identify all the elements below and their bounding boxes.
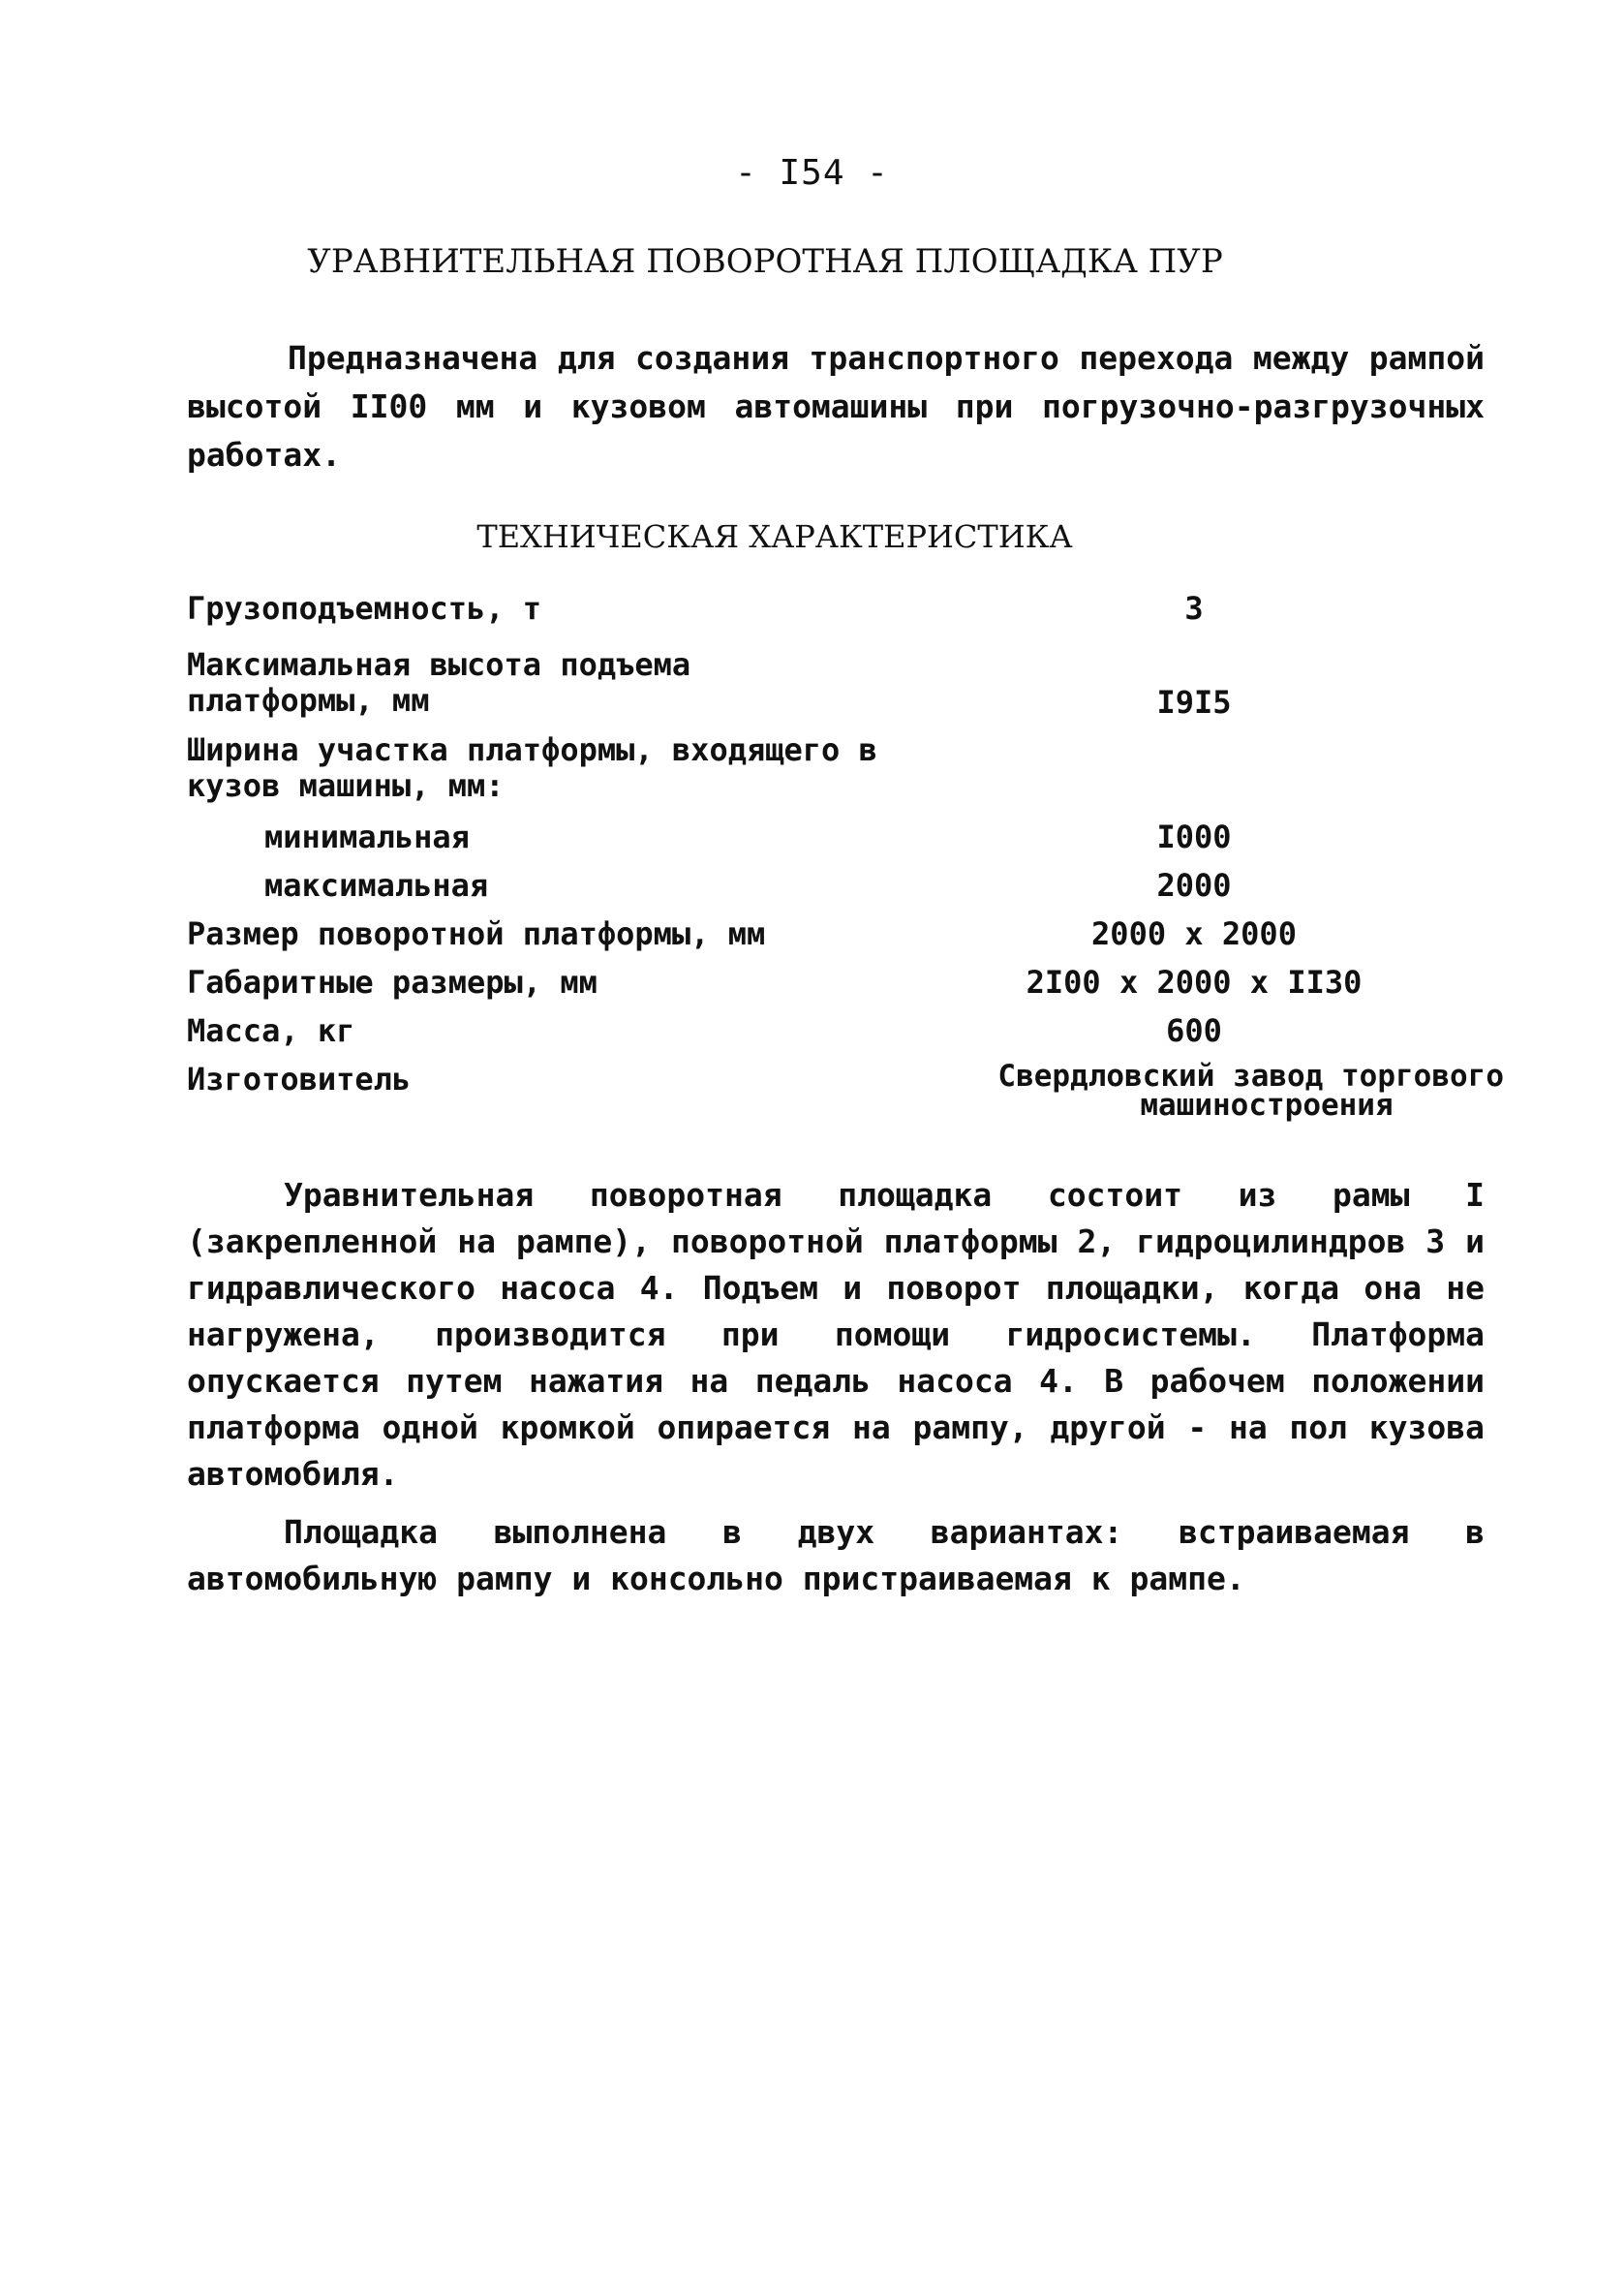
spec-label: максимальная (264, 867, 489, 904)
spec-row-mass (187, 1013, 1523, 1052)
page-number: - I54 - (735, 153, 889, 193)
description-paragraph: Уравнительная поворотная площадка состоит из рамы I (закрепленной на рампе), поворотной платформы 2, гидроцилиндров 3 и гидравлического насоса 4. Подъем и поворот площадки, когда она не нагружена, производится при помощи гидросистемы. Платформа опускается путем нажатия на педаль насоса 4. В рабочем положении платформа одной кромкой опирается на рампу, другой - на пол кузова автомобиля. (187, 1176, 1485, 1493)
intro-paragraph: Предназначена для создания транспортного перехода между рампой высотой II00 мм и кузовом автомашины при погрузочно-разгрузочных работах. (187, 339, 1485, 474)
spec-value: I9I5 (1156, 684, 1232, 721)
manufacturer-line-2: машиностроения (1140, 1088, 1394, 1123)
spec-row-max-lift-height (187, 647, 1523, 721)
spec-row-platform-size (187, 916, 1523, 955)
spec-label: Максимальная высота подъема платформы, мм (187, 646, 691, 719)
spec-value: 2000 х 2000 (1091, 915, 1297, 952)
spec-value: 600 (1166, 1012, 1222, 1049)
spec-value: 2000 (1156, 867, 1232, 904)
spec-value: 3 (1184, 590, 1204, 627)
spec-row-platform-width (187, 732, 1523, 806)
spec-row-capacity (187, 591, 1523, 630)
spec-row-width-max (187, 868, 1523, 907)
spec-row-width-min (187, 820, 1523, 858)
spec-label: Грузоподъемность, т (187, 590, 542, 627)
spec-value: I000 (1156, 819, 1232, 855)
spec-label: Изготовитель (187, 1061, 412, 1098)
spec-label: Масса, кг (187, 1012, 355, 1049)
description-paragraph: Площадка выполнена в двух вариантах: встраиваемая в автомобильную рампу и консольно пристраиваемая к рампе. (187, 1513, 1485, 1597)
specs-table (187, 591, 1523, 1135)
manufacturer-line-1: Свердловский завод торгового (997, 1059, 1504, 1094)
description (187, 1172, 1485, 1614)
spec-value: 2I00 х 2000 х II30 (1026, 964, 1363, 1001)
document-title: УРАВНИТЕЛЬНАЯ ПОВОРОТНАЯ ПЛОЩАДКА ПУР (307, 242, 1223, 281)
spec-row-manufacturer (187, 1059, 1523, 1135)
spec-label: минимальная (264, 819, 470, 855)
spec-row-overall-dimensions (187, 965, 1523, 1004)
spec-label: Ширина участка платформы, входящего в кузов машины, мм: (187, 731, 877, 804)
spec-value (884, 1059, 1504, 1123)
spec-label: Размер поворотной платформы, мм (187, 915, 766, 952)
specs-heading: ТЕХНИЧЕСКАЯ ХАРАКТЕРИСТИКА (476, 518, 1073, 555)
spec-label: Габаритные размеры, мм (187, 964, 598, 1001)
